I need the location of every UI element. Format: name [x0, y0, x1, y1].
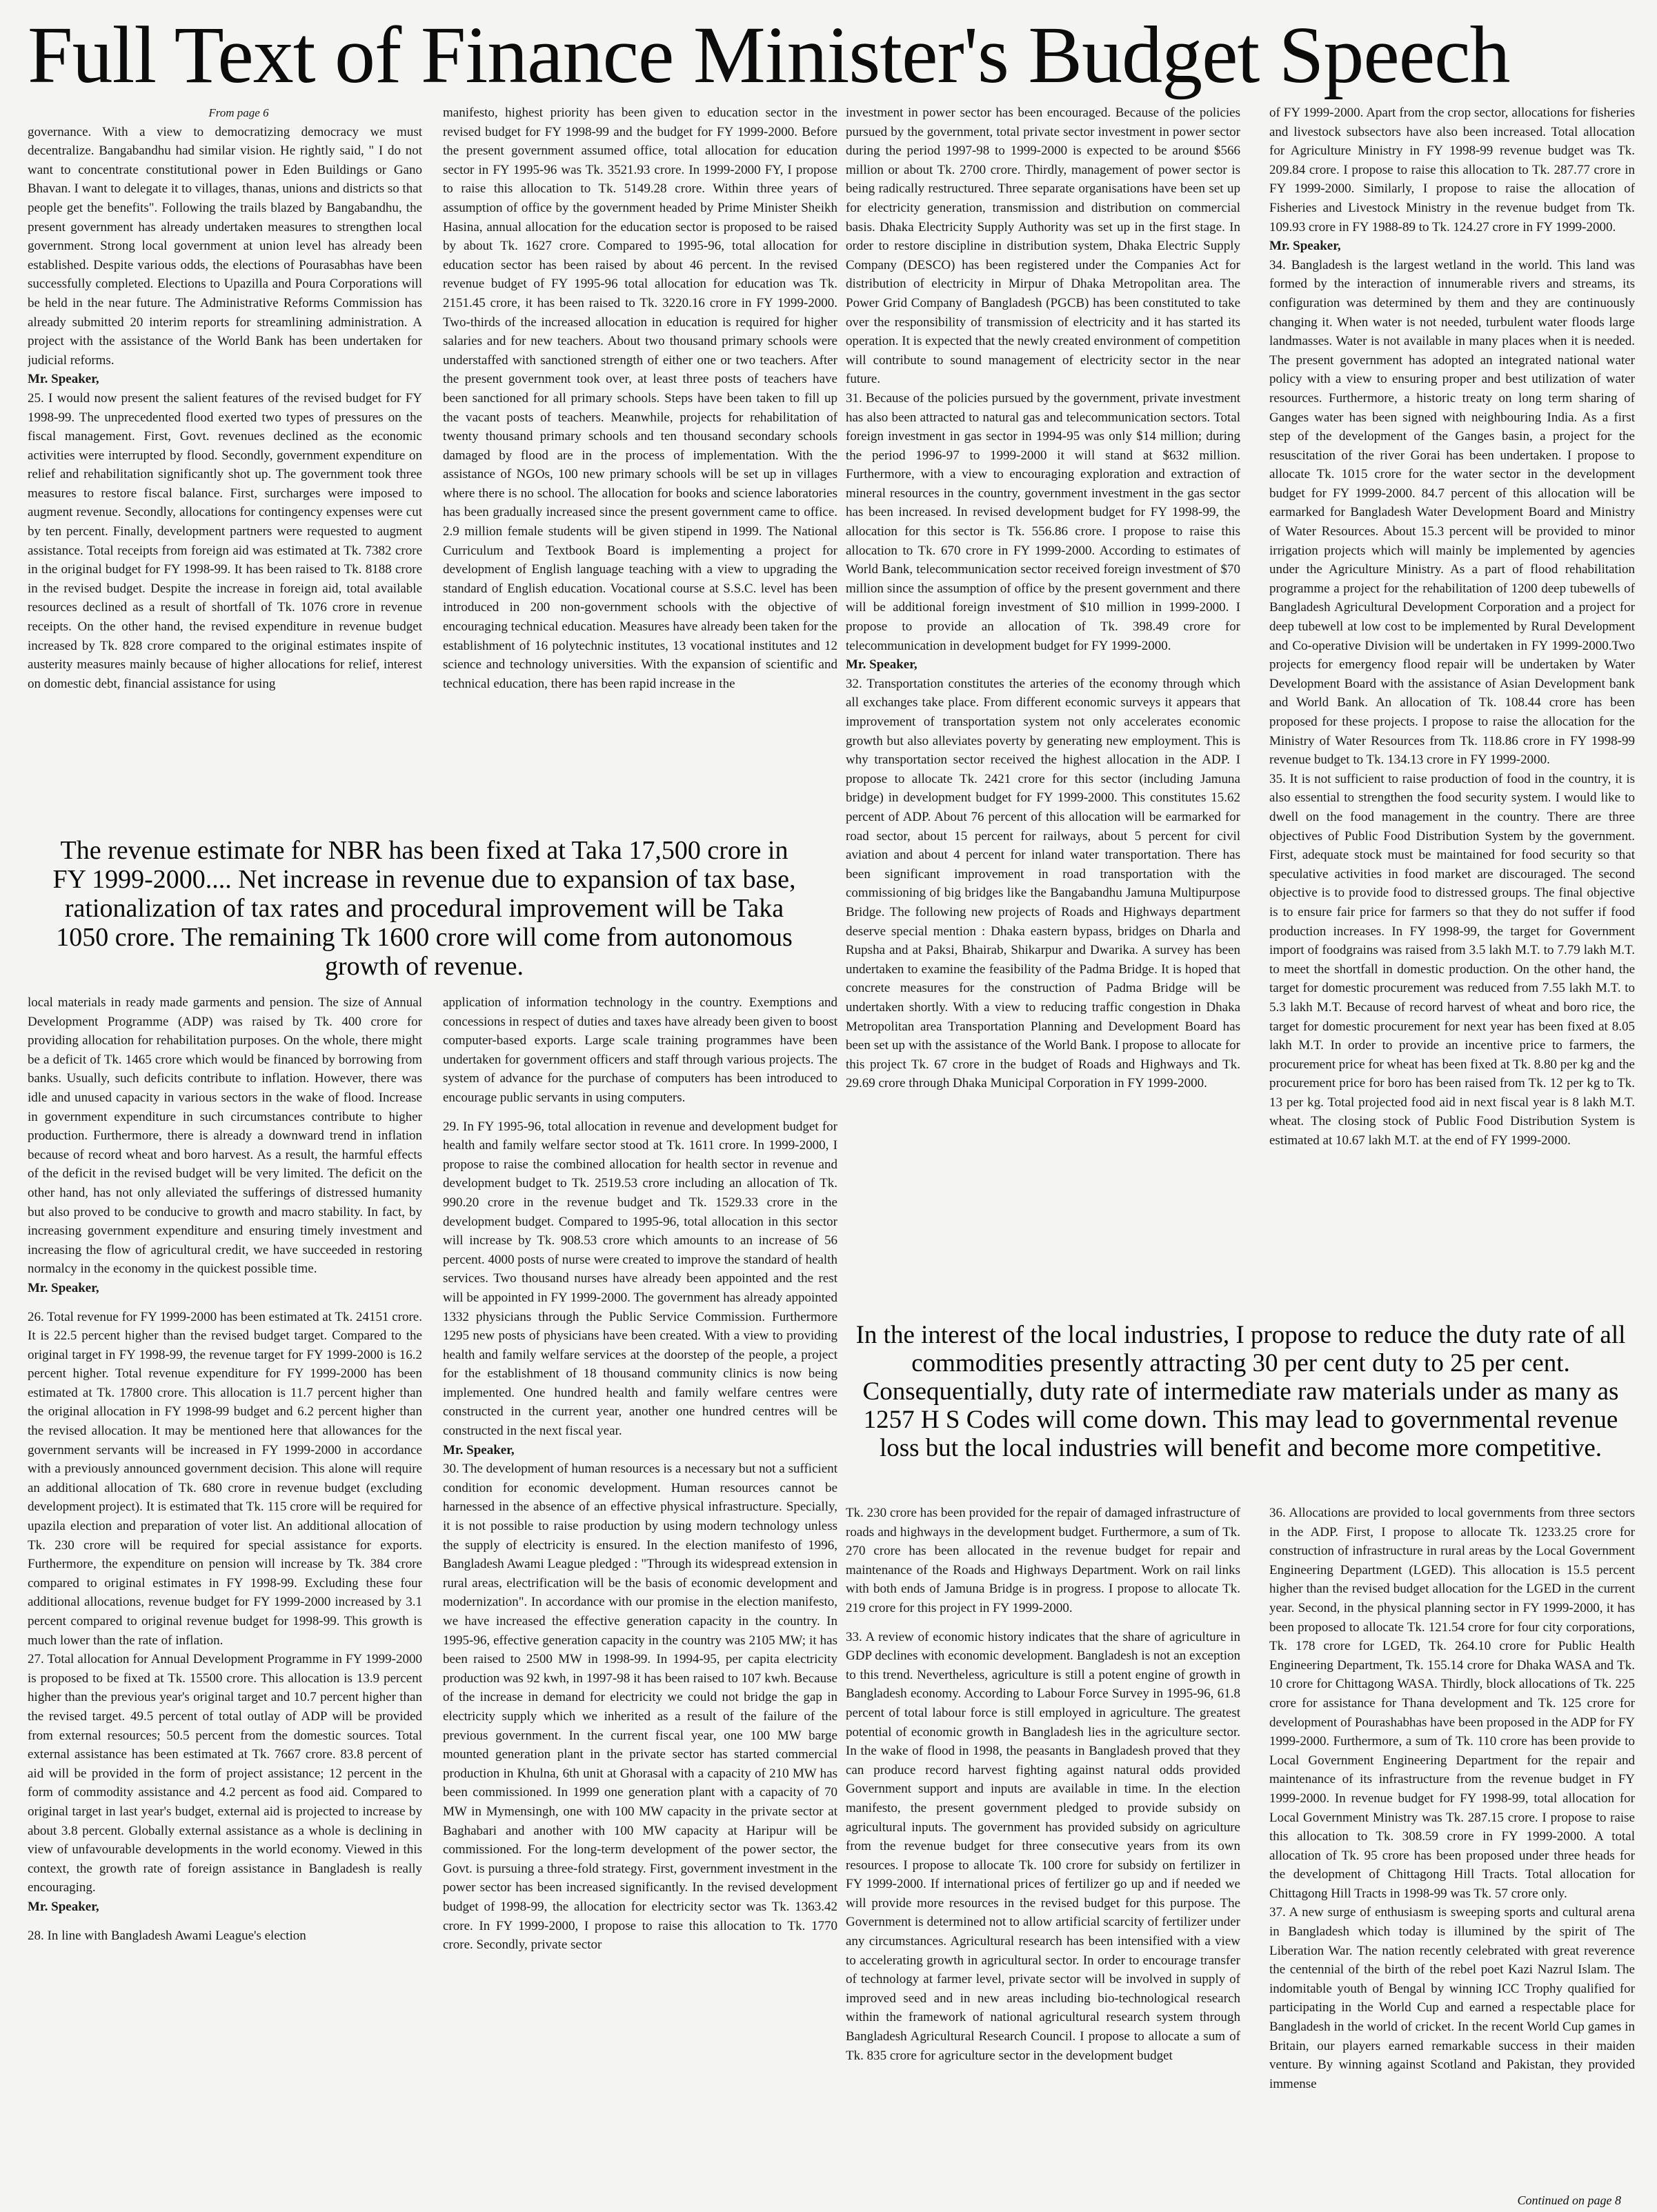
paragraph: local materials in ready made garments and pension. The size of Annual Development Programme (ADP) was raised by Tk. 400 crore for providing allocation for rehabilitation purposes. On the whole, there might be a deficit of Tk. 1465 crore which would be financed by borrowing from banks. Usually, such deficits contribute to inflation. However, there was idle and unused capacity in various sectors in the wake of flood. Increase in government expenditure in such circumstances contribute to higher production. Furthermore, there is already a downward trend in inflation because of record wheat and boro harvest. As a result, the harmful effects of the deficit in the revised budget will be very limited. The deficit on the other hand, has not only alleviated the sufferings of distressed humanity but also proved to be conducive to growth and macro stability. In fact, by increasing government expenditure and ensuring timely investment and increasing the flow of agricultural credit, we have succeeded in restoring normalcy in the economy in the quickest possible time. [28, 995, 422, 1277]
pull-quote-revenue: The revenue estimate for NBR has been fixed at Taka 17,500 crore in FY 1999-2000.... Net increase in revenue due to expansion of tax base, rationalization of tax rates and procedural improvement will be Taka 1050 crore. The remaining Tk 1600 crore will come from autonomous growth of revenue. [52, 836, 796, 981]
paragraph: 36. Allocations are provided to local governments from three sectors in the ADP. First, I propose to allocate Tk. 1233.25 crore for construction of infrastructure in rural areas by the Local Government Engineering Department (LGED). This allocation is 15.5 percent higher than the revised budget allocation for the LGED in the current year. Second, in the physical planning sector in FY 1999-2000, it has been proposed to allocate Tk. 121.54 crore for four city corporations, Tk. 178 crore for LGED, Tk. 264.10 crore for Public Health Engineering Department, Tk. 155.14 crore for Dhaka WASA and Tk. 10 crore for Chittagong WASA. Thirdly, block allocations of Tk. 225 crore for assistance for Thana development and Tk. 125 crore for development of Pourashabhas have been proposed in the ADP for FY 1999-2000. Furthermore, a sum of Tk. 110 crore has been provide to Local Government Engineering Department for the repair and maintenance of its infrastructure from the revenue budget in FY 1999-2000. In revenue budget for FY 1998-99, total allocation for Local Government Ministry was Tk. 287.15 crore. I propose to raise this allocation to Tk. 308.59 crore in FY 1999-2000. A total allocation of Tk. 95 crore has been proposed under three heads for the development of Chittagong Hill Tracts. Total allocation for Chittagong Hill Tracts in 1998-99 was Tk. 57 crore only. [1269, 1506, 1635, 1901]
speaker-label: Mr. Speaker, [28, 372, 99, 387]
speaker-label: Mr. Speaker, [1269, 239, 1341, 254]
speaker-label: Mr. Speaker, [28, 1899, 99, 1914]
column-3-bottom [846, 1504, 1240, 2200]
paragraph: 30. The development of human resources is a necessary but not a sufficient condition for economic development. Human resources cannot be harnessed in the absence of an effective physical infrastructure. Specially, it is not possible to raise production by using modern technology unless the supply of electricity is ensured. In the election manifesto of 1996, Bangladesh Awami League pledged : "Through its widespread extension in rural areas, electrification will be the basis of economic development and modernization". In accordance with our promise in the election manifesto, we have increased the effective generation capacity in the country. In 1995-96, effective generation capacity in the country was 2105 MW; it has been raised to 2500 MW in 1998-99. In 1994-95, per capita electricity production was 92 kwh, in 1997-98 it has been raised to 107 kwh. Because of the increase in demand for electricity we could not bridge the gap in electricity supply which we inherited as a result of the failure of the previous government. In the current fiscal year, one 100 MW barge mounted generation plant in the private sector has started commercial production in Khulna, 6th unit at Ghorasal with a capacity of 210 MW has been commissioned. In 1999 one generation plant with a capacity of 70 MW in Mymensingh, one with 100 MW capacity in the private sector at Baghabari and another with 100 MW capacity at Haripur will be commissioned. For the long-term development of the power sector, the Govt. is pursuing a three-fold strategy. First, government investment in the power sector has been increased significantly. In the revised development budget of 1998-99, the allocation for electricity sector was Tk. 1363.42 crore. In FY 1999-2000, I propose to raise this allocation to Tk. 1770 crore. Secondly, private sector [443, 1462, 837, 1953]
paragraph: application of information technology in the country. Exemptions and concessions in respect of duties and taxes have already been given to boost computer-based exports. Large scale training programmes have been undertaken for government officers and staff through various projects. The system of advance for the purchase of computers has been introduced to encourage public servants in using computers. [443, 995, 837, 1105]
continued-note: Continued on page 8 [1517, 2193, 1621, 2207]
paragraph: 26. Total revenue for FY 1999-2000 has been estimated at Tk. 24151 crore. It is 22.5 percent higher than the revised budget target. Compared to the original target in FY 1998-99, the revenue target for FY 1999-2000 is 16.2 percent higher. Total revenue expenditure for FY 1999-2000 has been estimated at Tk. 17800 crore. This allocation is 11.7 percent higher than the original allocation in FY 1998-99 budget and 6.2 percent higher than the revised allocation. It may be mentioned here that allowances for the government servants will be increased in FY 1999-2000 in accordance with a previously announced government decision. This alone will require an additional allocation of Tk. 680 crore in revenue budget (excluding development project). It is estimated that Tk. 115 crore will be required for upazila election and preparation of voter list. An additional allocation of Tk. 230 crore will be required for special assistance for exports. Furthermore, the expenditure on pension will increase by Tk. 384 crore compared to original estimates in FY 1998-99. Excluding these four additional allocations, revenue budget for FY 1999-2000 increased by 3.1 percent compared to original revenue budget for 1998-99. This growth is much lower than the rate of inflation. [28, 1309, 422, 1648]
paragraph: manifesto, highest priority has been given to education sector in the revised budget for FY 1998-99 and the budget for FY 1999-2000. Before the present government assumed office, total allocation for education sector in FY 1995-96 was Tk. 3521.93 crore. In 1999-2000 FY, I propose to raise this allocation to Tk. 5149.28 crore. Within three years of assumption of office by the government headed by Prime Minister Sheikh Hasina, annual allocation for the education sector is proposed to be raised by about Tk. 1627 crore. Compared to 1995-96, total allocation for education sector has been raised by about 46 percent. In the revised revenue budget of FY 1995-96 total allocation for education was Tk. 2151.45 crore, it has been raised to Tk. 3220.16 crore in FY 1999-2000. Two-thirds of the increased allocation in education is required for higher salaries and for new teachers. About two thousand primary schools were understaffed with sanctioned strength of either one or two teachers. After the present government took over, at least three posts of teachers have been sanctioned for all primary schools. Steps have been taken to fill up the vacant posts of teachers. Meanwhile, projects for rehabilitation of twenty thousand primary schools and ten thousand secondary schools damaged by flood are in the process of implementation. With the assistance of NGOs, 100 new primary schools will be set up in villages where there is no school. The allocation for books and science laboratories has been gradually increased since the present government came to office. 2.9 million female students will be given stipend in 1999. The National Curriculum and Textbook Board is implementing a project for development of English language teaching with a view to upgrading the standard of English education. Vocational course at S.S.C. level has been introduced in 200 non-government schools with the objective of encouraging technical education. Measures have already been taken for the establishment of 16 polytechnic institutes, 13 vocational institutes and 12 science and technology universities. With the expansion of scientific and technical education, there has been rapid increase in the [443, 106, 837, 691]
speaker-label: Mr. Speaker, [28, 1280, 99, 1295]
paragraph: of FY 1999-2000. Apart from the crop sector, allocations for fisheries and livestock subsectors have also been increased. Total allocation for Agriculture Ministry in FY 1998-99 revenue budget was Tk. 209.84 crore. I propose to raise this allocation to Tk. 287.77 crore in FY 1999-2000. Similarly, I propose to raise the allocation of Fisheries and Livestock Ministry in the revenue budget from Tk. 109.93 crore in FY 1988-89 to Tk. 124.27 crore in FY 1999-2000. [1269, 106, 1635, 235]
paragraph: 33. A review of economic history indicates that the share of agriculture in GDP declines with economic development. Bangladesh is not an exception to this trend. Nevertheless, agriculture is still a potent engine of growth in Bangladesh economy. According to Labour Force Survey in 1995-96, 61.8 percent of total labour force is still employed in agriculture. The greatest potential of economic growth in Bangladesh lies in the agriculture sector. In the wake of flood in 1998, the peasants in Bangladesh proved that they can produce record harvest fighting against natural odds provided Government support and inputs are available in time. In the election manifesto, the present government pledged to provide subsidy on agricultural inputs. The government has provided subsidy on agriculture from the revenue budget for three consecutive years from its own resources. I propose to allocate Tk. 100 crore for subsidy on fertilizer in FY 1999-2000. If international prices of fertilizer go up and if needed we will provide more resources in the revised budget for this purpose. The Government is determined not to allow artificial scarcity of fertilizer under any circumstances. Agricultural research has been intensified with a view to accelerating growth in agricultural sector. In order to encourage transfer of technology at farmer level, private sector will be involved in supply of improved seed and in new areas including bio-technological research within the framework of national agricultural research system through Bangladesh Agricultural Research Council. I propose to allocate a sum of Tk. 835 crore for agriculture sector in the development budget [846, 1629, 1240, 2063]
from-page-note: From page 6 [208, 106, 269, 119]
speaker-label: Mr. Speaker, [846, 657, 917, 672]
column-4-top [1269, 103, 1635, 1311]
paragraph: 29. In FY 1995-96, total allocation in revenue and development budget for health and family welfare sector stood at Tk. 1611 crore. In 1999-2000, I propose to raise the combined allocation for health sector in revenue and development budget to Tk. 2519.53 crore including an allocation of Tk. 990.20 crore in the revenue budget and Tk. 1529.33 crore in the development budget. Compared to 1995-96, total allocation in this sector will increase by Tk. 908.53 crore which amounts to an increase of 56 percent. 4000 posts of nurse were created to improve the standard of health services. Two thousand nurses have already been appointed and the rest will be appointed in FY 1999-2000. The government has already appointed 1332 physicians through the Public Service Commission. Furthermore 1295 new posts of physicians have been created. With a view to providing health and family welfare services at the doorstep of the people, a project for the establishment of 18 thousand community clinics is now being implemented. One hundred health and family welfare centres were constructed in the current year, another one hundred centres will be constructed in the next fiscal year. [443, 1119, 837, 1439]
column-1-top [28, 103, 422, 828]
paragraph: 34. Bangladesh is the largest wetland in the world. This land was formed by the interaction of innumerable rivers and streams, its configuration was determined by them and they are continuously changing it. When water is not needed, turbulent water floods large landmasses. Water is not available in many places when it is needed. The present government has adopted an integrated national water policy with a view to ensuring proper and best utilization of water resources. Furthermore, a historic treaty on long term sharing of Ganges water has been signed with neighbouring India. As a first step of the development of the Ganges basin, a project for the resuscitation of the river Gorai has been undertaken. I propose to allocate Tk. 1015 crore for the water sector in the development budget for FY 1999-2000. 84.7 percent of this allocation will be earmarked for Bangladesh Water Development Board and Ministry of Water Resources. About 15.3 percent will be provided to minor irrigation projects which will mainly be implemented by agencies under the Agriculture Ministry. As a part of flood rehabilitation programme a project for the rehabilitation of 1200 deep tubewells of Bangladesh Agricultural Development Corporation and a project for deep tubewell at low cost to be implemented by Rural Development and Co-operative Division will be undertaken in FY 1999-2000.Two projects for emergency flood repair will be undertaken by Water Development Board with the assistance of Asian Development bank and World Bank. An allocation of Tk. 108.44 crore has been proposed for these projects. I propose to raise the allocation for the Ministry of Water Resources from Tk. 118.86 crore in FY 1998-99 revenue budget to Tk. 134.13 crore in FY 1999-2000. [1269, 257, 1635, 768]
paragraph: 32. Transportation constitutes the arteries of the economy through which all exchanges take place. From different economic surveys it appears that improvement of transportation system not only accelerates economic growth but also alleviates poverty by generating new employment. This is why transportation sector received the highest allocation in the ADP. I propose to allocate Tk. 2421 crore for this sector (including Jamuna bridge) in development budget for FY 1999-2000. This constitutes 15.62 percent of ADP. About 76 percent of this allocation will be earmarked for road sector, about 15 percent for railways, about 5 percent for civil aviation and about 4 percent for inland water transportation. There has been significant improvement in road transportation with the commissioning of big bridges like the Bangabandhu Jamuna Multipurpose Bridge. The following new projects of Roads and Highways department deserve special mention : Dhaka eastern bypass, bridges on Dharla and Rupsha and at Paksi, Bhairab, Shikarpur and Dwarika. A survey has been undertaken to examine the feasibility of the Padma Bridge. It is hoped that concrete measures for the construction of Padma Bridge will be undertaken shortly. With a view to reducing traffic congestion in Dhaka Metropolitan area Transportation Planning and Development Board has been set up with the assistance of the World Bank. I propose to allocate for this project Tk. 67 crore in the budget of Roads and Highways and Tk. 29.69 crore through Dhaka Municipal Corporation in FY 1999-2000. [846, 676, 1240, 1091]
paragraph: Tk. 230 crore has been provided for the repair of damaged infrastructure of roads and highways in the development budget. Furthermore, a sum of Tk. 270 crore has been allocated in the revenue budget for repair and maintenance of the Roads and Highways Department. Work on rail links with both ends of Jamuna Bridge is in progress. I propose to allocate Tk. 219 crore for this project in FY 1999-2000. [846, 1506, 1240, 1615]
paragraph: 35. It is not sufficient to raise production of food in the country, it is also essential to strengthen the food security system. I would like to dwell on the food management in the country. There are three objectives of Public Food Distribution System by the government. First, adequate stock must be maintained for food security so that speculative activities in food market are discouraged. The second objective is to provide food to distressed groups. The final objective is to ensure fair price for farmers so that they do not suffer if food production increases. In FY 1998-99, the target for Government import of foodgrains was raised from 3.5 lakh M.T. to 7.79 lakh M.T. to meet the shortfall in domestic production. On the other hand, the target for domestic procurement was reduced from 7.55 lakh M.T. to 5.3 lakh M.T. Because of record harvest of wheat and boro rice, the target for domestic procurement for next year has been fixed at 8.05 lakh M.T. In order to provide an incentive price to farmers, the procurement price for wheat has been fixed at Tk. 8.80 per kg and the procurement price for boro has been raised from Tk. 12 per kg to Tk. 13 per kg. Total projected food aid in next fiscal year is 8 lakh M.T. wheat. The closing stock of Public Food Distribution System is estimated at 10.67 lakh M.T. at the end of FY 1999-2000. [1269, 771, 1635, 1148]
column-4-bottom [1269, 1504, 1635, 2186]
paragraph: 25. I would now present the salient features of the revised budget for FY 1998-99. The unprecedented flood exerted two types of pressures on the fiscal management. First, Govt. revenues declined as the economic activities were interrupted by flood. Secondly, government expenditure on relief and rehabilitation significantly shot up. The government took three measures to restore fiscal balance. First, surcharges were imposed to augment revenue. Secondly, allocations for contingency expenses were cut by ten percent. Finally, development partners were requested to augment assistance. Total receipts from foreign aid was estimated at Tk. 7382 crore in the original budget for FY 1998-99. It has been raised to Tk. 8188 crore in the revised budget. Despite the increase in foreign aid, total available resources declined as a result of shortfall of Tk. 1076 crore in revenue receipts. On the other hand, the revised expenditure in revenue budget increased by Tk. 828 crore compared to the original estimates inspite of austerity measures mainly because of higher allocations for relief, interest on domestic debt, financial assistance for using [28, 390, 422, 691]
speaker-label: Mr. Speaker, [443, 1442, 515, 1457]
paragraph: governance. With a view to democratizing democracy we must decentralize. Bangabandhu had similar vision. He rightly said, " I do not want to concentrate constitutional power in Eden Buildings or Gano Bhavan. I want to delegate it to villages, thanas, unions and districts so that people get the benefits". Following the trails blazed by Bangabandhu, the present government has already undertaken measures to strengthen local government. Strong local government at union level has already been established. Despite various odds, the elections of Pourasabhas have been successfully completed. Elections to Upazilla and Poura Corporations will be held in the near future. The Administrative Reforms Commission has already submitted 20 interim reports for streamlining administration. A project with the assistance of the World Bank has been undertaken for judicial reforms. [28, 124, 422, 368]
paragraph: 31. Because of the policies pursued by the government, private investment has also been attracted to natural gas and telecommunication sectors. Total foreign investment in gas sector in 1994-95 was only $14 million; during the period 1996-97 to 1999-2000 it will stand at $632 million. Furthermore, with a view to encouraging exploration and extraction of mineral resources in the country, government investment in the gas sector has been increased. In revised development budget for FY 1998-99, the allocation for this sector is Tk. 556.86 crore. I propose to raise this allocation to Tk. 670 crore in FY 1999-2000. According to estimates of World Bank, telecommunication sector received foreign investment of $70 million since the assumption of office by the present government and there will be additional foreign investment of $10 million in 1999-2000. I propose to provide an allocation of Tk. 398.49 crore for telecommunication in development budget for FY 1999-2000. [846, 390, 1240, 653]
paragraph: 27. Total allocation for Annual Development Programme in FY 1999-2000 is proposed to be fixed at Tk. 15500 crore. This allocation is 13.9 percent higher than the previous year's original target and 10.7 percent higher than the revised target. 49.5 percent of total outlay of ADP will be provided from external resources; 50.5 percent from the domestic sources. Total external assistance has been estimated at Tk. 7667 crore. 83.8 percent of aid will be provided in the form of project assistance; 12 percent in the form of commodity assistance and 4.2 percent as food aid. Compared to original target in last year's budget, external aid is projected to increase by about 3.8 percent. Globally external assistance as a whole is declining in view of unfavourable developments in the world economy. Viewed in this context, the growth rate of foreign assistance in Bangladesh is really encouraging. [28, 1652, 422, 1895]
paragraph: 28. In line with Bangladesh Awami League's election [28, 1928, 306, 1943]
column-3-top [846, 103, 1240, 1311]
column-2-top [443, 103, 837, 828]
paragraph: investment in power sector has been encouraged. Because of the policies pursued by the government, total private sector investment in power sector during the period 1997-98 to 1999-2000 is expected to be around $566 million or about Tk. 2700 crore. Thirdly, management of power sector is being radically restructured. Three separate organisations have been set up for electricity generation, transmission and distribution on commercial basis. Dhaka Electricity Supply Authority was set up in the first stage. In order to restore discipline in distribution system, Dhaka Electric Supply Company (DESCO) has been registered under the Companies Act for distribution of electricity in Mirpur of Dhaka Metropolitan area. The Power Grid Company of Bangladesh (PGCB) has been constituted to take over the responsibility of transmission of electricity and it has started its operation. It is expected that the newly created environment of competition will contribute to sound management of electricity sector in the near future. [846, 106, 1240, 387]
column-1-bottom [28, 993, 422, 2200]
column-2-bottom [443, 993, 837, 2200]
paragraph: 37. A new surge of enthusiasm is sweeping sports and cultural arena in Bangladesh which today is illumined by the spirit of The Liberation War. The nation recently celebrated with great reverence the centennial of the birth of the rebel poet Kazi Nazrul Islam. The indomitable youth of Bengal by winning ICC Trophy qualified for participating in the World Cup and earned a respectable place for Bangladesh in the world of cricket. In the recent World Cup games in Britain, our players earned remarkable success in their maiden venture. By winning against Scotland and Pakistan, they provided immense [1269, 1905, 1635, 2091]
pull-quote-duty: In the interest of the local industries, I propose to reduce the duty rate of all commodities presently attracting 30 per cent duty to 25 per cent. Consequentially, duty rate of intermediate raw materials under as many as 1257 H S Codes will come down. This may lead to governmental revenue loss but the local industries will benefit and become more competitive. [855, 1321, 1626, 1462]
headline: Full Text of Finance Minister's Budget Speech [28, 10, 1510, 100]
